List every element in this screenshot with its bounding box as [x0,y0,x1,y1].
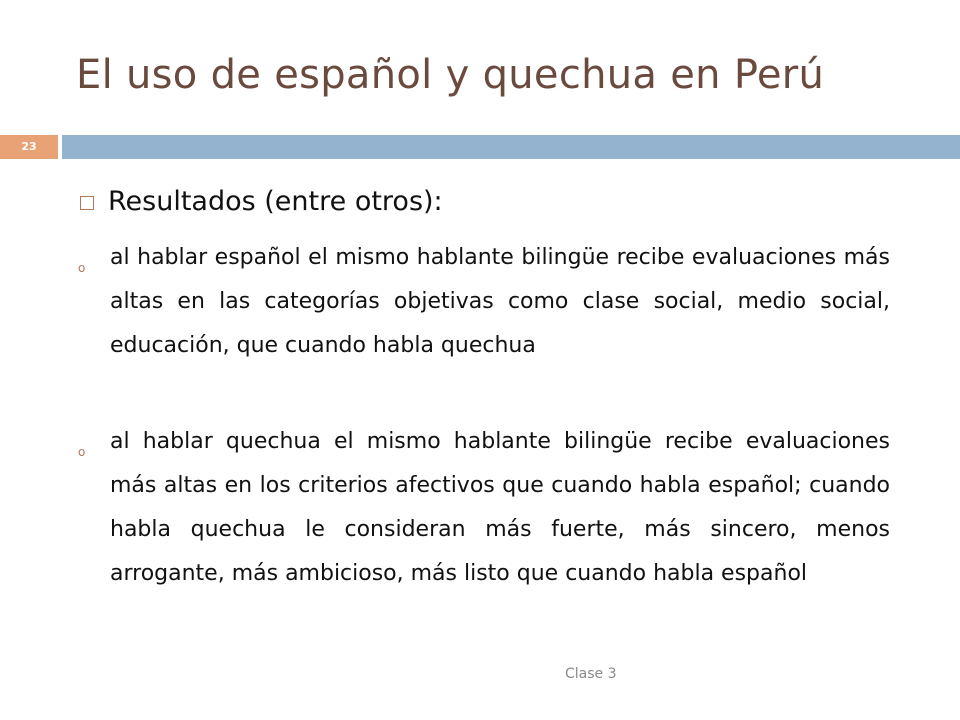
slide-number: 23 [21,140,37,153]
title-underline-bar [62,135,960,159]
circle-bullet-icon: o [78,261,86,275]
square-bullet-icon [80,196,94,210]
bullet-item: al hablar español el mismo hablante bilingüe recibe evaluaciones más altas en las categorías objetivas como clase social, medio social, educación, que cuando habla quechua [110,245,890,358]
footer-label: Clase 3 [565,666,617,682]
section-heading-text: Resultados (entre otros): [108,186,443,217]
section-heading [80,186,443,217]
circle-bullet-icon: o [78,445,86,459]
bullet-item: al hablar quechua el mismo hablante bilingüe recibe evaluaciones más altas en los criterios afectivos que cuando habla español; cuando habla quechua le consideran más fuerte, más sincero, menos arrogante, más ambicioso, más listo que cuando habla español [110,429,890,586]
slide-title: El uso de español y quechua en Perú [76,52,825,98]
